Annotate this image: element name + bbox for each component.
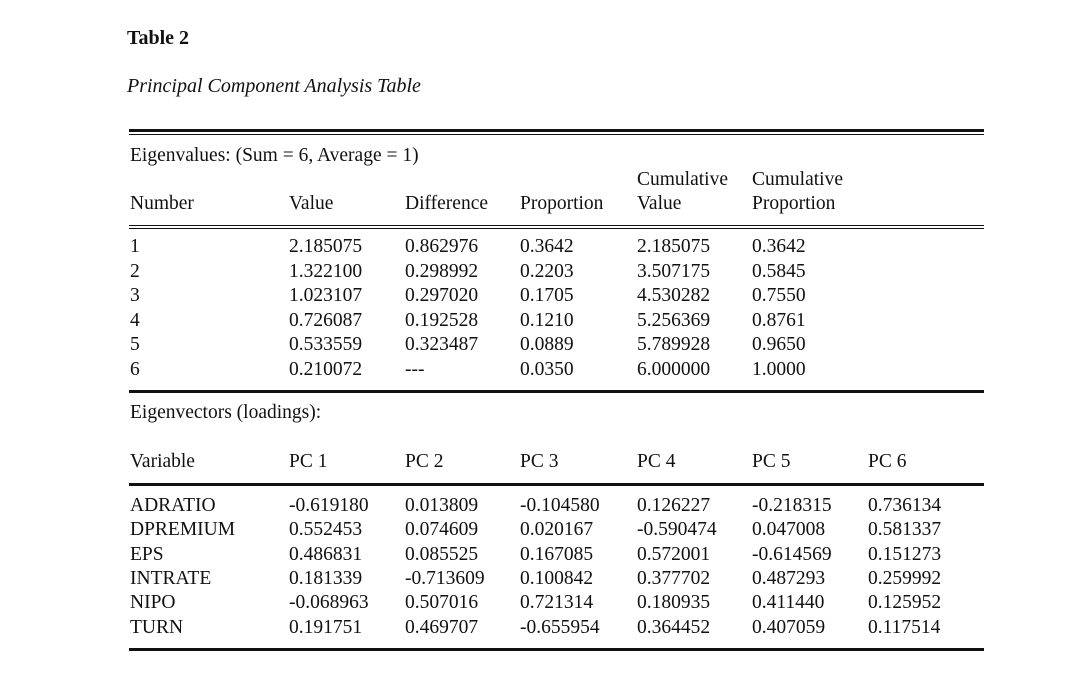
eigenvectors-cell: 0.407059 (752, 616, 826, 638)
eigenvectors-cell: 0.085525 (405, 543, 479, 565)
eigenvectors-cell: DPREMIUM (130, 519, 236, 541)
eigenvectors-cell: 0.411440 (752, 592, 825, 614)
eigenvectors-cell: 0.552453 (289, 519, 363, 541)
eigenvectors-heading: Eigenvectors (loadings): (130, 402, 322, 423)
eigenvalues-cell: 1.0000 (752, 358, 806, 380)
eigenvalues-header-cell: Value (289, 193, 334, 214)
eigenvectors-cell: -0.104580 (520, 495, 600, 516)
eigenvalues-cell: 0.210072 (289, 358, 363, 380)
eigenvectors-cell: -0.218315 (752, 495, 832, 516)
eigenvectors-header-cell: PC 2 (405, 451, 444, 472)
eigenvectors-cell: 0.074609 (405, 519, 479, 541)
eigenvectors-cell: 0.486831 (289, 543, 363, 565)
eigenvalues-cell: 0.0889 (520, 334, 574, 355)
eigenvalues-header-cumulative: Cumulative (752, 169, 843, 190)
eigenvectors-cell: 0.151273 (868, 543, 942, 565)
eigenvectors-cell: TURN (130, 616, 184, 638)
eigenvectors-cell: 0.125952 (868, 592, 942, 614)
eigenvalues-cell: 0.7550 (752, 285, 806, 306)
eigenvectors-cell: 0.736134 (868, 495, 942, 516)
eigenvalues-cell: --- (405, 358, 425, 380)
eigenvalues-header-cell: Proportion (520, 193, 604, 214)
eigenvalues-cell: 0.862976 (405, 236, 479, 257)
bottom-rule (129, 648, 984, 651)
eigenvectors-cell: 0.013809 (405, 495, 479, 516)
eigenvectors-header-cell: PC 6 (868, 451, 907, 472)
eigenvalues-cell: 4 (130, 309, 140, 331)
eigenvalues-cell: 0.298992 (405, 260, 479, 282)
eigenvalues-cell: 5 (130, 334, 140, 355)
eigenvalues-cell: 3 (130, 285, 140, 306)
eigenvalues-header-cell: Proportion (752, 193, 836, 214)
eigenvalues-header-cell: Value (637, 193, 682, 214)
eigenvectors-cell: -0.068963 (289, 592, 369, 614)
eigenvectors-cell: INTRATE (130, 567, 212, 589)
eigenvalues-cell: 5.789928 (637, 334, 711, 355)
eigenvalues-cell: 1.023107 (289, 285, 363, 306)
eigenvalues-cell: 3.507175 (637, 260, 711, 282)
eigenvectors-cell: 0.259992 (868, 567, 942, 589)
eigenvalues-cell: 2.185075 (637, 236, 711, 257)
eigenvectors-cell: -0.713609 (405, 567, 485, 589)
eigenvalues-cell: 0.2203 (520, 260, 574, 282)
eigenvalues-bottom-rule (129, 390, 984, 393)
eigenvectors-header-cell: PC 5 (752, 451, 791, 472)
eigenvalues-cell: 0.8761 (752, 309, 806, 331)
eigenvalues-cell: 0.0350 (520, 358, 574, 380)
eigenvalues-cell: 1 (130, 236, 140, 257)
eigenvalues-cell: 0.192528 (405, 309, 479, 331)
eigenvectors-cell: 0.047008 (752, 519, 826, 541)
eigenvectors-cell: 0.581337 (868, 519, 942, 541)
eigenvectors-header-cell: Variable (130, 451, 195, 472)
eigenvectors-cell: 0.364452 (637, 616, 711, 638)
eigenvectors-cell: NIPO (130, 592, 176, 614)
eigenvalues-cell: 0.1210 (520, 309, 574, 331)
eigenvalues-cell: 0.726087 (289, 309, 363, 331)
eigenvectors-cell: 0.572001 (637, 543, 711, 565)
eigenvectors-cell: -0.590474 (637, 519, 717, 541)
eigenvalues-header-cell: Difference (405, 193, 488, 214)
eigenvalues-cell: 0.323487 (405, 334, 479, 355)
eigenvectors-cell: 0.020167 (520, 519, 594, 541)
eigenvectors-cell: EPS (130, 543, 164, 565)
eigenvalues-cell: 0.3642 (752, 236, 806, 257)
eigenvalues-header-rule-2 (129, 228, 984, 229)
eigenvectors-cell: 0.487293 (752, 567, 826, 589)
eigenvectors-cell: 0.469707 (405, 616, 479, 638)
eigenvalues-header-cell: Number (130, 193, 194, 214)
table-label: Table 2 (127, 27, 190, 49)
eigenvalues-header-rule-1 (129, 225, 984, 226)
top-rule-thin (129, 134, 984, 135)
eigenvectors-cell: 0.126227 (637, 495, 711, 516)
eigenvectors-cell: -0.619180 (289, 495, 369, 516)
eigenvalues-cell: 0.533559 (289, 334, 363, 355)
eigenvalues-header-cumulative: Cumulative (637, 169, 728, 190)
eigenvalues-cell: 5.256369 (637, 309, 711, 331)
eigenvalues-cell: 6.000000 (637, 358, 711, 380)
eigenvalues-heading: Eigenvalues: (Sum = 6, Average = 1) (130, 145, 419, 166)
eigenvalues-cell: 0.3642 (520, 236, 574, 257)
eigenvalues-cell: 2.185075 (289, 236, 363, 257)
table-caption: Principal Component Analysis Table (127, 75, 421, 97)
eigenvalues-cell: 0.5845 (752, 260, 806, 282)
eigenvectors-header-cell: PC 3 (520, 451, 559, 472)
eigenvalues-cell: 0.297020 (405, 285, 479, 306)
eigenvectors-cell: 0.167085 (520, 543, 594, 565)
eigenvectors-cell: 0.117514 (868, 616, 941, 638)
eigenvalues-cell: 2 (130, 260, 140, 282)
eigenvectors-cell: 0.180935 (637, 592, 711, 614)
eigenvectors-cell: 0.721314 (520, 592, 594, 614)
top-rule-thick (129, 129, 984, 132)
eigenvectors-cell: 0.191751 (289, 616, 363, 638)
eigenvectors-cell: -0.655954 (520, 616, 600, 638)
eigenvalues-cell: 1.322100 (289, 260, 363, 282)
eigenvalues-cell: 6 (130, 358, 140, 380)
eigenvectors-header-cell: PC 1 (289, 451, 328, 472)
eigenvalues-cell: 0.1705 (520, 285, 574, 306)
eigenvectors-cell: 0.181339 (289, 567, 363, 589)
eigenvectors-cell: ADRATIO (130, 495, 216, 516)
eigenvalues-cell: 4.530282 (637, 285, 711, 306)
eigenvectors-header-cell: PC 4 (637, 451, 676, 472)
eigenvectors-header-rule (129, 483, 984, 486)
eigenvectors-cell: 0.377702 (637, 567, 711, 589)
eigenvalues-cell: 0.9650 (752, 334, 806, 355)
eigenvectors-cell: 0.507016 (405, 592, 479, 614)
eigenvectors-cell: -0.614569 (752, 543, 832, 565)
eigenvectors-cell: 0.100842 (520, 567, 594, 589)
